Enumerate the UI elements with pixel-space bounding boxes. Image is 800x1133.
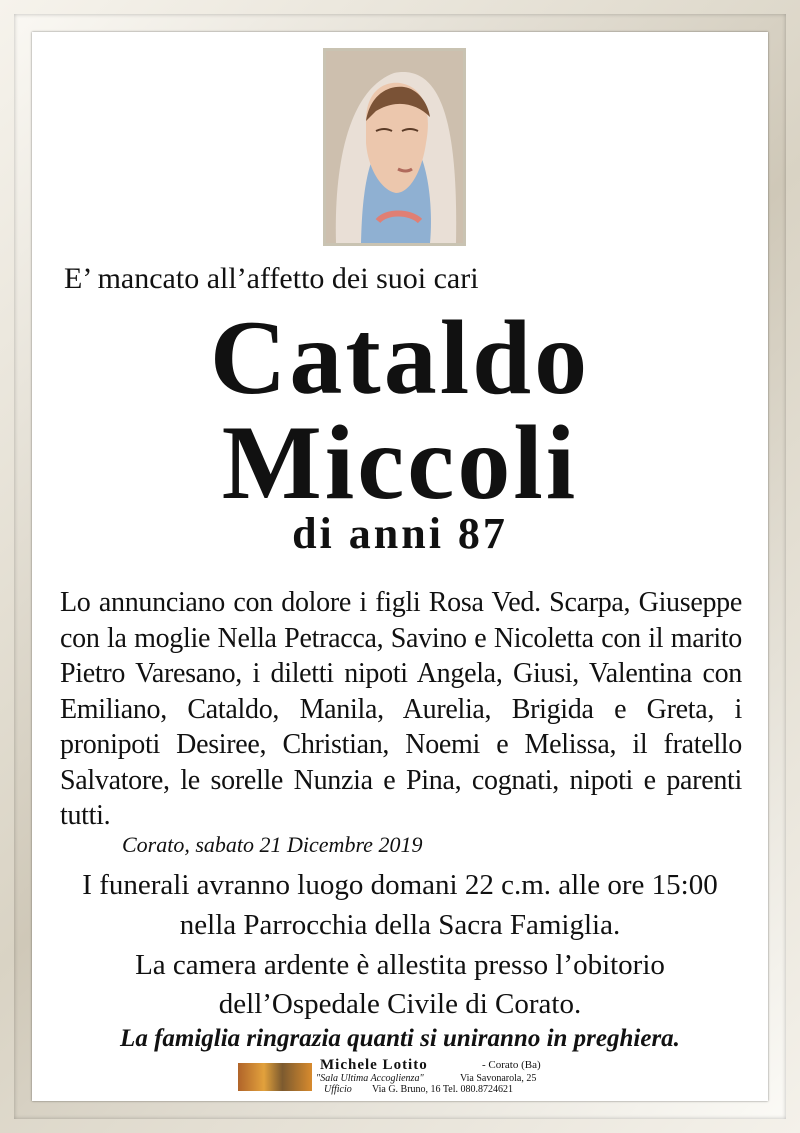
funeral-line-1: I funerali avranno luogo domani 22 c.m. alle ore 15:00 [82,869,718,901]
funeral-line-3: La camera ardente è allestita presso l’obitorio [135,949,665,981]
agency-sala: "Sala Ultima Accoglienza" [316,1073,424,1084]
madonna-portrait-image [323,48,466,246]
portrait-illustration [326,51,463,243]
agency-office-label: Ufficio [324,1084,352,1095]
thanks-line: La famiglia ringrazia quanti si uniranno in preghiera. [120,1025,680,1052]
date-line: Corato, sabato 21 Dicembre 2019 [122,832,423,857]
deceased-age: di anni 87 [292,509,508,558]
intro-line: E’ mancato all’affetto dei suoi cari [64,262,479,295]
agency-logo-image [238,1063,312,1091]
agency-address-1: Via Savonarola, 25 [460,1073,537,1084]
funeral-line-2: nella Parrocchia della Sacra Famiglia. [179,909,621,941]
deceased-last-name: Miccoli [221,404,579,521]
agency-city: - Corato (Ba) [482,1059,541,1071]
agency-name: Michele Lotito [320,1057,428,1073]
funeral-line-4: dell’Ospedale Civile di Corato. [218,988,582,1020]
agency-address-2: Via G. Bruno, 16 Tel. 080.8724621 [372,1084,514,1095]
announcement-paragraph: Lo annunciano con dolore i figli Rosa Ved. Scarpa, Giuseppe con la moglie Nella Petracca, Savino e Nicoletta con il marito Pietro Varesano, i diletti nipoti Angela, Giusi, Valentina con Emiliano, Cataldo, Manila, Aurelia, Brigida e Greta, i pronipoti Desiree, Christian, Noemi e Melissa, il fratello Salvatore, le sorelle Nunzia e Pina, cognati, nipoti e parenti tutti. [60,587,742,831]
deceased-first-name: Cataldo [209,299,591,416]
